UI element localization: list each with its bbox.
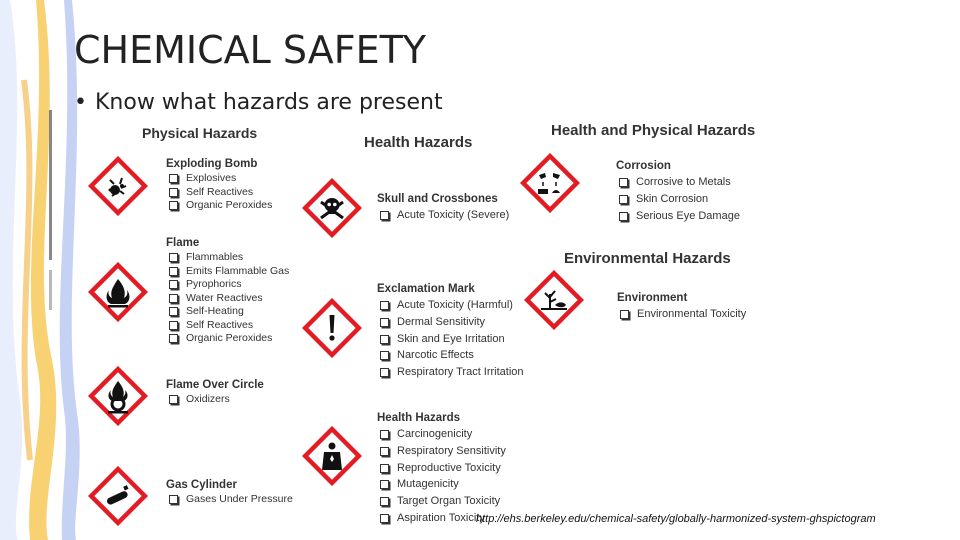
list-item: Environmental Toxicity [617,306,746,323]
group-title: Environment [617,292,688,304]
list-item: Narcotic Effects [377,347,524,364]
skull-crossbones-icon [302,178,362,238]
health-physical-hazards-header: Health and Physical Hazards [551,122,756,139]
gas-cylinder-icon [88,466,148,526]
list-item: Acute Toxicity (Severe) [377,207,509,224]
group-title: Corrosion [616,160,671,172]
list-item: Respiratory Sensitivity [377,443,506,460]
flame-over-circle-group [166,379,264,407]
list-item: Organic Peroxides [166,332,289,346]
group-title: Flame Over Circle [166,379,264,391]
group-title: Exploding Bomb [166,158,258,170]
corrosion-group [616,160,740,224]
flame-over-circle-icon [88,366,148,426]
list-item: Skin Corrosion [616,191,740,208]
health-hazards-header: Health Hazards [364,134,473,151]
list-item: Target Organ Toxicity [377,493,506,510]
slide-title: CHEMICAL SAFETY [74,28,427,72]
gas-cylinder-group [166,479,293,507]
exclamation-mark-icon [302,298,362,358]
list-item: Organic Peroxides [166,199,272,213]
list-item: Self Reactives [166,319,289,333]
list-item: Emits Flammable Gas [166,265,289,279]
skull-crossbones-group [377,193,509,224]
list-item: Gases Under Pressure [166,493,293,507]
group-title: Exclamation Mark [377,283,475,295]
list-item: Self Reactives [166,186,272,200]
list-item: Reproductive Toxicity [377,460,506,477]
corrosion-icon [520,153,580,213]
environmental-hazards-header: Environmental Hazards [564,250,731,267]
bullet-point: • Know what hazards are present [74,90,443,115]
list-item: Serious Eye Damage [616,208,740,225]
list-item: Pyrophorics [166,278,289,292]
list-item: Aspiration Toxicity [377,510,506,527]
health-hazard-group [377,412,506,527]
environment-icon [524,270,584,330]
list-item: Dermal Sensitivity [377,314,524,331]
flame-icon [88,262,148,322]
decorative-ribbon [0,0,90,540]
group-title: Gas Cylinder [166,479,237,491]
list-item: Explosives [166,172,272,186]
group-title: Skull and Crossbones [377,193,498,205]
health-hazard-icon [302,426,362,486]
exploding-bomb-group [166,158,272,213]
group-title: Health Hazards [377,412,461,424]
list-item: Self-Heating [166,305,289,319]
exclamation-mark-group [377,283,524,381]
exploding-bomb-icon [88,156,148,216]
group-title: Flame [166,237,200,249]
list-item: Water Reactives [166,292,289,306]
bullet-text: Know what hazards are present [94,90,443,115]
list-item: Skin and Eye Irritation [377,331,524,348]
list-item: Corrosive to Metals [616,174,740,191]
list-item: Carcinogenicity [377,426,506,443]
physical-hazards-header: Physical Hazards [142,125,258,141]
list-item: Mutagenicity [377,476,506,493]
flame-group [166,237,289,346]
environment-group [617,292,746,323]
source-url: http://ehs.berkeley.edu/chemical-safety/globally-harmonized-system-ghspictogram [476,513,876,525]
list-item: Acute Toxicity (Harmful) [377,297,524,314]
list-item: Flammables [166,251,289,265]
list-item: Oxidizers [166,393,264,407]
list-item: Respiratory Tract Irritation [377,364,524,381]
